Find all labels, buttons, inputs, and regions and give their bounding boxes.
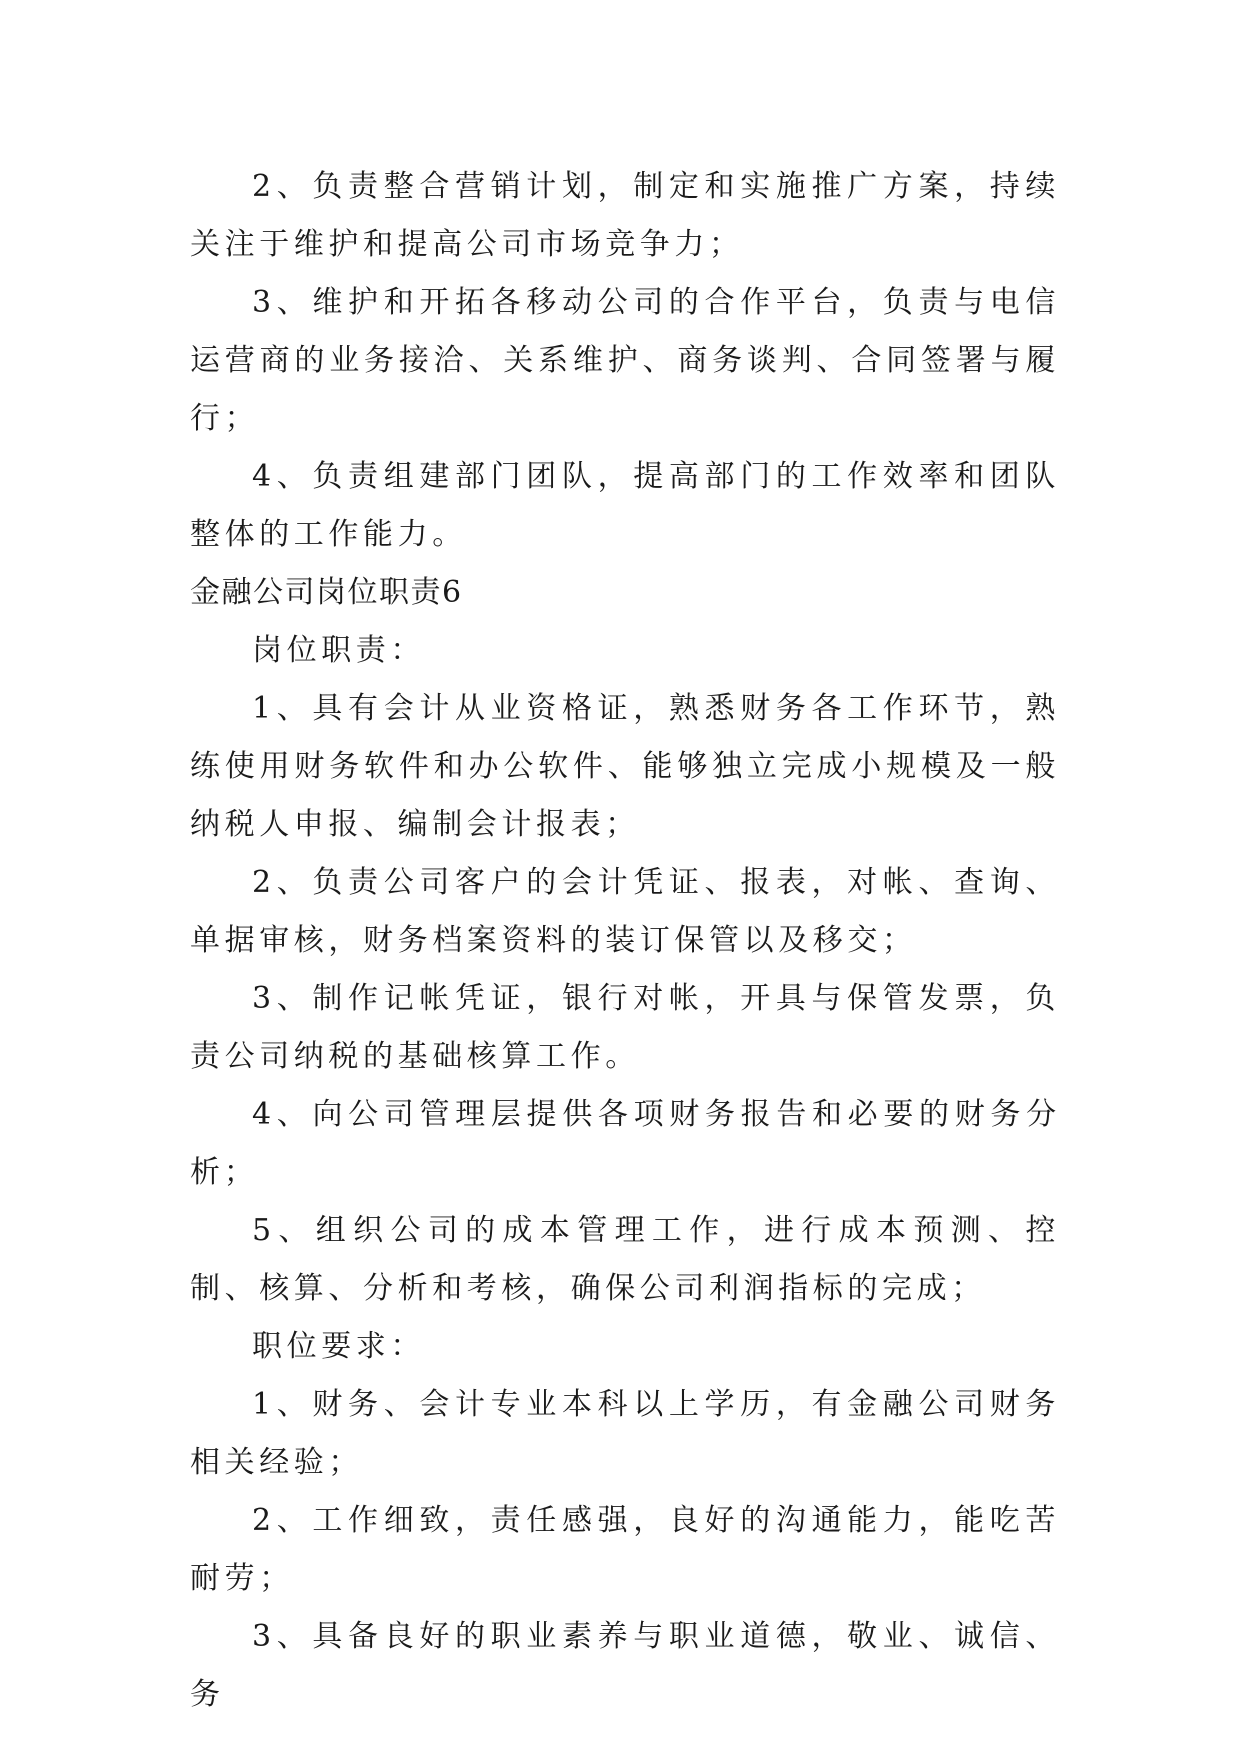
- requirement-item: 1、财务、会计专业本科以上学历，有金融公司财务相关经验；: [190, 1387, 1060, 1480]
- duty-item: 4、向公司管理层提供各项财务报告和必要的财务分析；: [190, 1097, 1060, 1190]
- duty-item: 2、负责公司客户的会计凭证、报表，对帐、查询、单据审核，财务档案资料的装订保管以及移交；: [190, 865, 1060, 958]
- section-title: 金融公司岗位职责6: [190, 575, 463, 610]
- duty-item: 1、具有会计从业资格证，熟悉财务各工作环节，熟练使用财务软件和办公软件、能够独立完成小规模及一般纳税人申报、编制会计报表；: [190, 691, 1060, 842]
- duties-label: 岗位职责：: [252, 633, 425, 668]
- requirement-item: 3、具备良好的职业素养与职业道德，敬业、诚信、务: [190, 1619, 1060, 1712]
- requirements-label: 职位要求：: [252, 1329, 425, 1364]
- duty-item: 3、制作记帐凭证，银行对帐，开具与保管发票，负责公司纳税的基础核算工作。: [190, 981, 1060, 1074]
- requirement-item: 2、工作细致，责任感强，良好的沟通能力，能吃苦耐劳；: [190, 1503, 1060, 1596]
- paragraph-mobile-platform: 3、维护和开拓各移动公司的合作平台，负责与电信运营商的业务接洽、关系维护、商务谈判、合同签署与履行；: [190, 285, 1060, 436]
- duty-item: 5、组织公司的成本管理工作，进行成本预测、控制、核算、分析和考核，确保公司利润指标的完成；: [190, 1213, 1060, 1306]
- paragraph-marketing-plan: 2、负责整合营销计划，制定和实施推广方案，持续关注于维护和提高公司市场竞争力；: [190, 169, 1060, 262]
- document-body: [190, 158, 1060, 1724]
- paragraph-team-building: 4、负责组建部门团队，提高部门的工作效率和团队整体的工作能力。: [190, 459, 1060, 552]
